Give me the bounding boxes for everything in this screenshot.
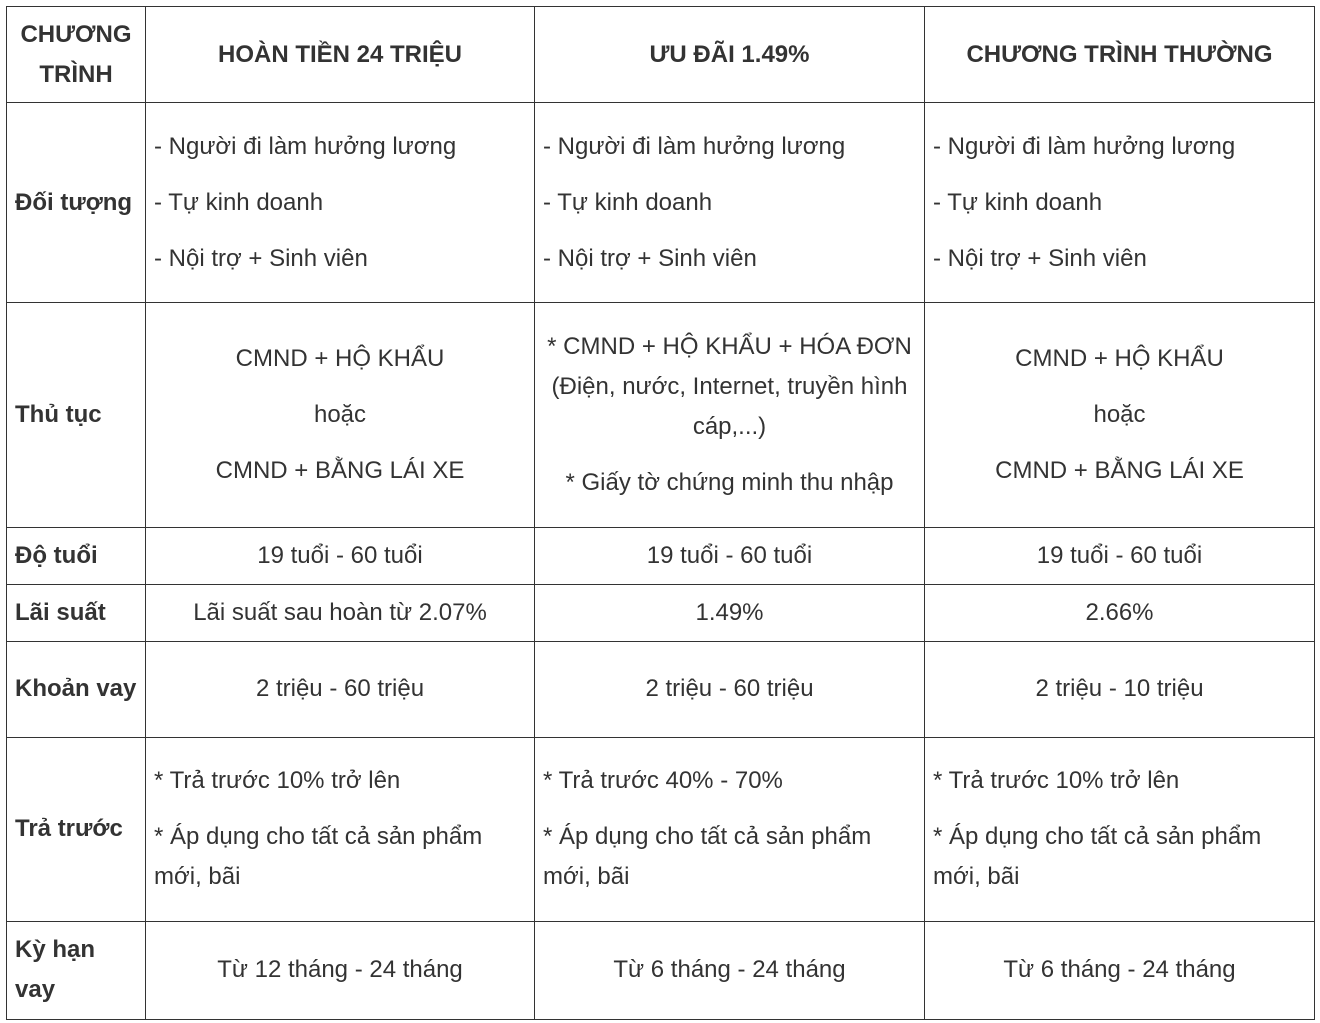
row-label-doi-tuong: Đối tượng	[7, 103, 146, 303]
cell-ky-han-col2: Từ 6 tháng - 24 tháng	[535, 921, 925, 1019]
cell-line: - Nội trợ + Sinh viên	[933, 244, 1147, 272]
cell-line: * Trả trước 40% - 70%	[543, 767, 783, 795]
cell-line: - Người đi làm hưởng lương	[933, 132, 1236, 160]
cell-line: CMND + BẰNG LÁI XE	[215, 456, 465, 484]
cell-line: * Trả trước 10% trở lên	[933, 767, 1180, 795]
cell-line: - Nội trợ + Sinh viên	[543, 244, 757, 272]
cell-lai-suat-col2: 1.49%	[535, 584, 925, 641]
row-label-thu-tuc: Thủ tục	[7, 303, 146, 527]
row-label-do-tuoi: Độ tuổi	[7, 527, 146, 584]
cell-khoan-vay-col2: 2 triệu - 60 triệu	[535, 641, 925, 737]
cell-line: - Nội trợ + Sinh viên	[154, 244, 368, 272]
cell-line: * CMND + HỘ KHẨU + HÓA ĐƠN (Điện, nước, Internet, truyền hình cáp,...)	[547, 332, 912, 440]
cell-ky-han-col1: Từ 12 tháng - 24 tháng	[146, 921, 535, 1019]
cell-line: CMND + HỘ KHẨU	[235, 344, 445, 372]
cell-line: - Người đi làm hưởng lương	[154, 132, 457, 160]
cell-doi-tuong-col2	[535, 103, 925, 303]
cell-doi-tuong-col1	[146, 103, 535, 303]
cell-tra-truoc-col3	[925, 737, 1315, 921]
cell-line: * Giấy tờ chứng minh thu nhập	[565, 468, 894, 496]
cell-thu-tuc-col1	[146, 303, 535, 527]
header-col1: HOÀN TIỀN 24 TRIỆU	[146, 7, 535, 103]
header-program: CHƯƠNG TRÌNH	[7, 7, 146, 103]
cell-line: * Áp dụng cho tất cả sản phẩm mới, bãi	[933, 823, 1262, 891]
cell-line: hoặc	[1093, 400, 1146, 428]
cell-lai-suat-col1: Lãi suất sau hoàn từ 2.07%	[146, 584, 535, 641]
cell-thu-tuc-col2	[535, 303, 925, 527]
table-row	[7, 584, 1315, 641]
row-label-khoan-vay: Khoản vay	[7, 641, 146, 737]
cell-tra-truoc-col1	[146, 737, 535, 921]
row-label-ky-han: Kỳ hạn vay	[7, 921, 146, 1019]
cell-line: * Áp dụng cho tất cả sản phẩm mới, bãi	[543, 823, 872, 891]
comparison-table	[6, 6, 1314, 1020]
table-row	[7, 737, 1315, 921]
cell-thu-tuc-col3	[925, 303, 1315, 527]
cell-line: * Áp dụng cho tất cả sản phẩm mới, bãi	[154, 823, 483, 891]
cell-tra-truoc-col2	[535, 737, 925, 921]
cell-line: - Tự kinh doanh	[933, 188, 1103, 216]
cell-line: - Người đi làm hưởng lương	[543, 132, 846, 160]
cell-do-tuoi-col3: 19 tuổi - 60 tuổi	[925, 527, 1315, 584]
cell-do-tuoi-col1: 19 tuổi - 60 tuổi	[146, 527, 535, 584]
cell-ky-han-col3: Từ 6 tháng - 24 tháng	[925, 921, 1315, 1019]
cell-do-tuoi-col2: 19 tuổi - 60 tuổi	[535, 527, 925, 584]
table-row	[7, 641, 1315, 737]
table-row	[7, 921, 1315, 1019]
header-row	[7, 7, 1315, 103]
cell-khoan-vay-col1: 2 triệu - 60 triệu	[146, 641, 535, 737]
row-label-lai-suat: Lãi suất	[7, 584, 146, 641]
cell-line: - Tự kinh doanh	[543, 188, 713, 216]
header-col3: CHƯƠNG TRÌNH THƯỜNG	[925, 7, 1315, 103]
cell-line: - Tự kinh doanh	[154, 188, 324, 216]
cell-lai-suat-col3: 2.66%	[925, 584, 1315, 641]
cell-doi-tuong-col3	[925, 103, 1315, 303]
table-row	[7, 103, 1315, 303]
table-row	[7, 527, 1315, 584]
row-label-tra-truoc: Trả trước	[7, 737, 146, 921]
cell-line: * Trả trước 10% trở lên	[154, 767, 401, 795]
cell-khoan-vay-col3: 2 triệu - 10 triệu	[925, 641, 1315, 737]
header-col2: ƯU ĐÃI 1.49%	[535, 7, 925, 103]
cell-line: hoặc	[313, 400, 367, 428]
table-row	[7, 303, 1315, 527]
cell-line: CMND + HỘ KHẨU	[1015, 344, 1224, 372]
cell-line: CMND + BẰNG LÁI XE	[995, 456, 1244, 484]
